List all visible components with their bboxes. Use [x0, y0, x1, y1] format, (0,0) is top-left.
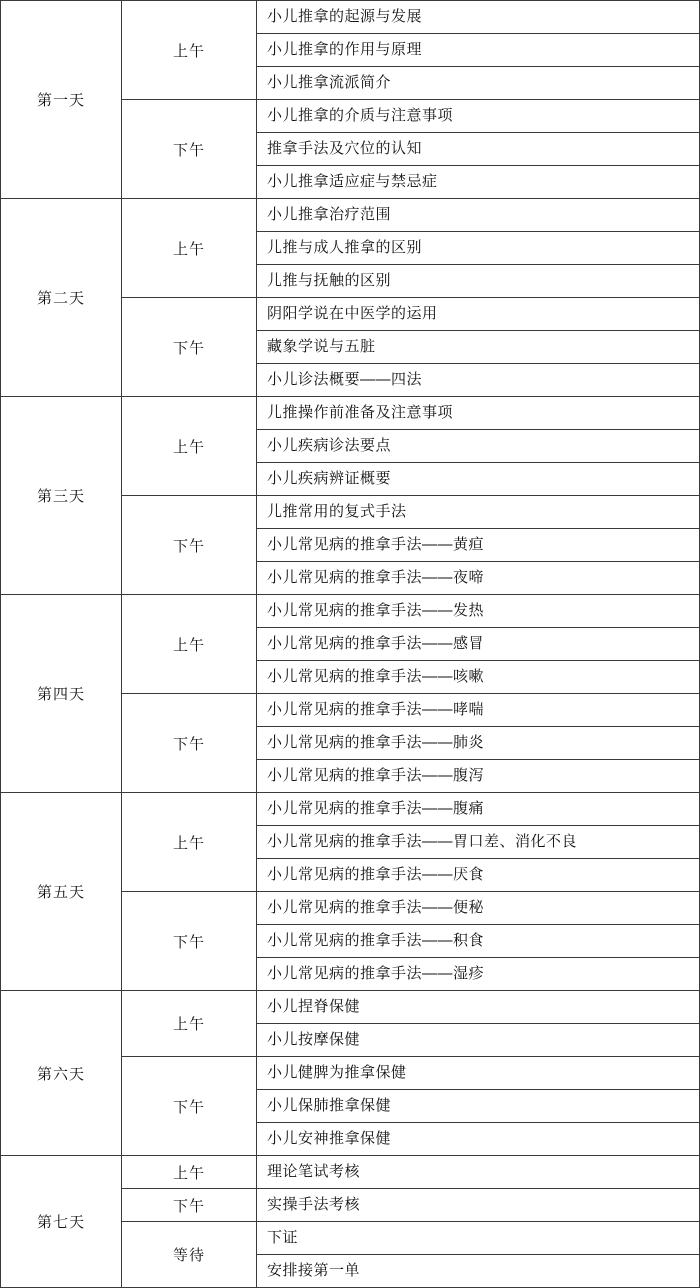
course-topic: 理论笔试考核: [257, 1156, 700, 1189]
table-row: [1, 595, 700, 628]
course-topic: 小儿推拿的作用与原理: [257, 34, 700, 67]
session-label: 上午: [122, 1156, 257, 1189]
course-topic: 儿推与成人推拿的区别: [257, 232, 700, 265]
session-label: 下午: [122, 100, 257, 199]
course-topic: 小儿疾病辨证概要: [257, 463, 700, 496]
day-label: 第四天: [1, 595, 122, 793]
session-label: 下午: [122, 298, 257, 397]
course-topic: 小儿安神推拿保健: [257, 1123, 700, 1156]
course-topic: 小儿健脾为推拿保健: [257, 1057, 700, 1090]
course-topic: 小儿常见病的推拿手法——便秘: [257, 892, 700, 925]
session-label: 上午: [122, 595, 257, 694]
day-label: 第五天: [1, 793, 122, 991]
course-topic: 小儿按摩保健: [257, 1024, 700, 1057]
day-label: 第六天: [1, 991, 122, 1156]
course-topic: 小儿捏脊保健: [257, 991, 700, 1024]
course-topic: 小儿诊法概要——四法: [257, 364, 700, 397]
course-topic: 小儿常见病的推拿手法——肺炎: [257, 727, 700, 760]
course-topic: 小儿常见病的推拿手法——黄疸: [257, 529, 700, 562]
course-topic: 儿推操作前准备及注意事项: [257, 397, 700, 430]
session-label: 上午: [122, 1, 257, 100]
course-topic: 安排接第一单: [257, 1255, 700, 1288]
course-topic: 阴阳学说在中医学的运用: [257, 298, 700, 331]
table-row: [1, 397, 700, 430]
day-label: 第一天: [1, 1, 122, 199]
session-label: 下午: [122, 892, 257, 991]
session-label: 上午: [122, 397, 257, 496]
course-topic: 小儿常见病的推拿手法——厌食: [257, 859, 700, 892]
course-topic: 小儿常见病的推拿手法——哮喘: [257, 694, 700, 727]
course-topic: 小儿常见病的推拿手法——湿疹: [257, 958, 700, 991]
day-label: 第二天: [1, 199, 122, 397]
session-label: 上午: [122, 199, 257, 298]
day-label: 第三天: [1, 397, 122, 595]
session-label: 下午: [122, 1189, 257, 1222]
session-label: 上午: [122, 991, 257, 1057]
course-topic: 小儿常见病的推拿手法——感冒: [257, 628, 700, 661]
table-row: [1, 793, 700, 826]
course-topic: 儿推与抚触的区别: [257, 265, 700, 298]
session-label: 下午: [122, 1057, 257, 1156]
course-topic: 实操手法考核: [257, 1189, 700, 1222]
course-topic: 儿推常用的复式手法: [257, 496, 700, 529]
table-row: [1, 991, 700, 1024]
course-topic: 藏象学说与五脏: [257, 331, 700, 364]
course-topic: 推拿手法及穴位的认知: [257, 133, 700, 166]
course-topic: 小儿推拿流派简介: [257, 67, 700, 100]
course-topic: 小儿常见病的推拿手法——发热: [257, 595, 700, 628]
session-label: 下午: [122, 496, 257, 595]
course-topic: 小儿疾病诊法要点: [257, 430, 700, 463]
course-topic: 小儿常见病的推拿手法——夜啼: [257, 562, 700, 595]
course-topic: 小儿推拿适应症与禁忌症: [257, 166, 700, 199]
schedule-body: [1, 1, 700, 1288]
table-row: [1, 1, 700, 34]
course-topic: 下证: [257, 1222, 700, 1255]
table-row: [1, 1156, 700, 1189]
session-label: 等待: [122, 1222, 257, 1288]
table-row: [1, 199, 700, 232]
session-label: 下午: [122, 694, 257, 793]
course-topic: 小儿常见病的推拿手法——咳嗽: [257, 661, 700, 694]
course-topic: 小儿常见病的推拿手法——腹泻: [257, 760, 700, 793]
course-topic: 小儿常见病的推拿手法——积食: [257, 925, 700, 958]
course-topic: 小儿常见病的推拿手法——腹痛: [257, 793, 700, 826]
course-topic: 小儿推拿治疗范围: [257, 199, 700, 232]
course-topic: 小儿保肺推拿保健: [257, 1090, 700, 1123]
course-topic: 小儿推拿的起源与发展: [257, 1, 700, 34]
day-label: 第七天: [1, 1156, 122, 1288]
course-topic: 小儿推拿的介质与注意事项: [257, 100, 700, 133]
course-topic: 小儿常见病的推拿手法——胃口差、消化不良: [257, 826, 700, 859]
session-label: 上午: [122, 793, 257, 892]
